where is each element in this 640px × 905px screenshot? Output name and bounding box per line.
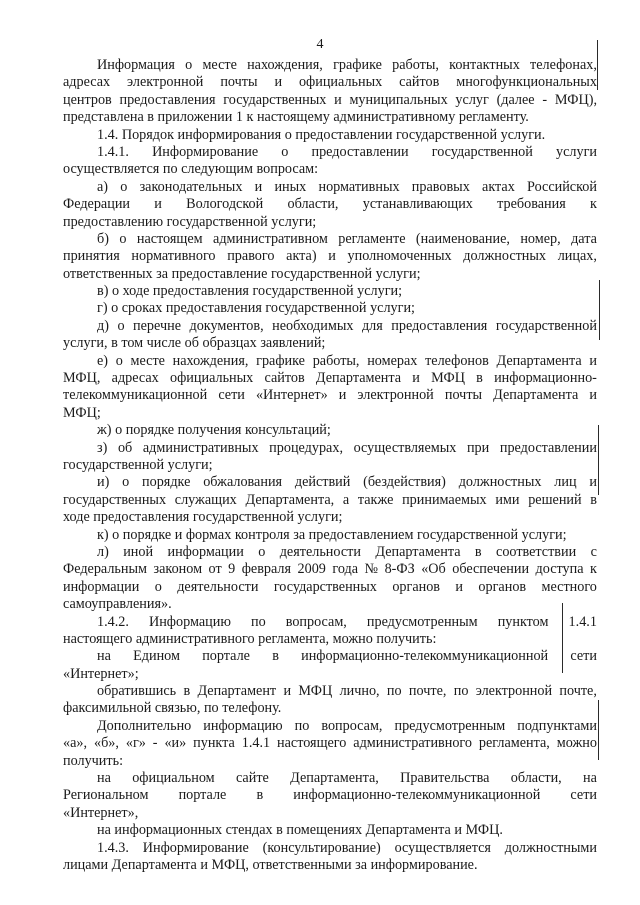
word: лиц (554, 474, 577, 491)
word: графике (333, 57, 382, 73)
word: для (361, 317, 383, 334)
word: многофункциональных (456, 74, 597, 91)
word: февраля (241, 561, 292, 578)
word: Едином (133, 648, 180, 665)
word: нормативных (318, 178, 400, 195)
word: при (466, 439, 490, 456)
word: официальном (132, 770, 215, 787)
text-line (63, 248, 597, 265)
word: адресах (111, 370, 159, 387)
text-line (63, 335, 597, 352)
word: ходе предоставления государственной услуги; (63, 509, 343, 526)
word: л) (97, 543, 109, 560)
word: осуществляемых (353, 439, 457, 456)
word: почты (220, 74, 258, 91)
scan-margin-line (598, 425, 599, 495)
text-line (63, 666, 597, 683)
word: Департамент (197, 683, 277, 700)
word: портале (202, 648, 250, 665)
word: в (272, 648, 279, 665)
text-line (63, 700, 597, 717)
word: на информационных стендах в помещениях Департамента и МФЦ. (97, 822, 503, 839)
word: и (154, 196, 162, 213)
word: Федерации (63, 196, 131, 213)
word: о (115, 352, 123, 369)
word: с (590, 543, 597, 560)
word: лицами Департамента и МФЦ, ответственными за информирование. (63, 856, 478, 873)
word: к (590, 561, 597, 578)
text-line (63, 718, 597, 735)
word: телефонов (425, 352, 489, 369)
word: должностных (458, 474, 542, 491)
word: 1.4.3. (97, 839, 129, 856)
word: на (97, 648, 111, 665)
word: (наименование, (415, 230, 510, 247)
word: по (386, 683, 402, 700)
page-number: 4 (316, 37, 324, 52)
text-line (63, 214, 597, 231)
word: 9 (228, 561, 236, 578)
word: и (589, 352, 597, 369)
text-line (63, 74, 597, 91)
word: регламента, (478, 735, 550, 752)
word: предоставления (391, 317, 488, 334)
word: 1.4.1 (568, 613, 597, 630)
word: представлена в приложении 1 к настоящему административному регламенту. (63, 109, 529, 126)
word: действий (294, 474, 351, 491)
text-line (63, 109, 597, 126)
word: Департамента, (290, 770, 379, 787)
word: предусмотренным (366, 613, 478, 630)
text-line (63, 753, 597, 770)
text-line (63, 648, 597, 665)
word: подпунктами (517, 717, 597, 734)
word: и (589, 474, 597, 491)
word: почты (444, 387, 483, 404)
word: и (589, 387, 597, 404)
word: и (274, 74, 283, 91)
word: почте, (559, 683, 597, 700)
word: по (250, 613, 266, 630)
word: МФЦ; (63, 404, 101, 421)
word: настоящего (277, 735, 347, 752)
word: и (455, 578, 464, 595)
word: обжалования (203, 474, 283, 491)
word: информацию (203, 717, 283, 734)
text-line (63, 266, 597, 283)
word: сайтов (399, 74, 440, 91)
word: Дополнительно (97, 717, 192, 734)
word: административном (213, 230, 328, 247)
word: требования (497, 196, 566, 213)
word: нахождения, (172, 352, 249, 369)
text-line (63, 822, 597, 839)
text-line (63, 840, 597, 857)
word: официальных (298, 74, 383, 91)
word: сети (218, 387, 245, 404)
word: дата (571, 230, 597, 247)
word: настоящем (136, 230, 203, 247)
text-line (63, 596, 597, 613)
word: (бездействия) (363, 474, 446, 491)
word: услуги, в том числе об образцах заявлений; (63, 335, 326, 352)
word: «б», (93, 735, 119, 752)
word: 1.4.1 (241, 735, 271, 752)
text-line (63, 161, 597, 178)
text-line (63, 457, 597, 474)
word: от (208, 561, 222, 578)
word: нахождения, (247, 57, 323, 73)
text-line (63, 370, 597, 387)
word: телекоммуникационной (63, 387, 208, 404)
word: портале (178, 787, 227, 804)
word: государственной (431, 143, 533, 160)
word: деятельности (279, 543, 361, 560)
word: в (474, 543, 482, 560)
word: 1.4.2. (97, 613, 129, 630)
word: Информация (97, 57, 175, 73)
word: о (281, 143, 289, 160)
word: акта) (286, 248, 317, 265)
text-line (63, 283, 597, 300)
word: д) (97, 317, 109, 334)
word: «Интернет», (63, 804, 139, 821)
word: в (476, 370, 483, 387)
word: официальных (170, 370, 254, 387)
word: ответственных за предоставление государственной услуги; (63, 265, 421, 282)
word: Правительства (400, 770, 490, 787)
word: услуг (455, 91, 489, 108)
scan-margin-line (599, 280, 600, 340)
word: сети (570, 648, 597, 665)
word: самоуправления». (63, 596, 172, 613)
word: и (334, 91, 342, 108)
word: деятельности (177, 578, 259, 595)
word: сети (570, 787, 597, 804)
text-line (63, 318, 597, 335)
word: о (258, 543, 266, 560)
text-line (63, 805, 597, 822)
word: государственных (273, 578, 377, 595)
word: адресах (63, 74, 111, 91)
text-line (63, 544, 597, 561)
word: иных (274, 178, 307, 195)
word: - (152, 735, 158, 752)
word: сайтов (264, 370, 305, 387)
word: об (117, 439, 133, 456)
word: 8-ФЗ (384, 561, 415, 578)
word: о (120, 178, 128, 195)
word: Вологодской (186, 196, 264, 213)
word: Российской (527, 178, 597, 195)
word: также (357, 491, 394, 508)
word: настоящего административного регламента, можно получить: (63, 630, 437, 647)
scan-margin-line (562, 603, 563, 673)
word: местного (541, 578, 597, 595)
word: 1.4. Порядок информирования о предоставлении государственной услуги. (97, 126, 546, 143)
word: центров (63, 91, 112, 108)
word: Информирование (152, 143, 259, 160)
text-line (63, 509, 597, 526)
word: пункта (193, 735, 235, 752)
word: муниципальных (349, 91, 448, 108)
word: сайте (235, 770, 269, 787)
word: МФЦ), (554, 91, 597, 108)
word: и (412, 370, 420, 387)
word: по (453, 683, 469, 700)
word: должностных (463, 248, 547, 265)
word: «Интернет»; (63, 665, 139, 682)
word: б) (97, 230, 109, 247)
text-line (63, 179, 597, 196)
word: з) (97, 439, 108, 456)
text-line (63, 196, 597, 213)
word: иной (123, 543, 154, 560)
scan-margin-line (598, 700, 599, 760)
word: документов, (189, 317, 264, 334)
text-line (63, 735, 597, 752)
word: работы, (392, 57, 439, 73)
word: предусмотренным (394, 717, 506, 734)
word: административных (142, 439, 259, 456)
text-line (63, 787, 597, 804)
word: информации (167, 543, 244, 560)
text-line (63, 770, 597, 787)
text-line (63, 144, 597, 161)
word: законодательных (139, 178, 243, 195)
word: в) о ходе предоставления государственной услуги; (97, 283, 403, 300)
word: «а», (63, 735, 88, 752)
text-line (63, 474, 597, 491)
word: информационно- (494, 370, 597, 387)
text-line (63, 231, 597, 248)
word: предоставлении (311, 143, 409, 160)
word: года (332, 561, 359, 578)
word: ж) о порядке получения консультаций; (97, 422, 331, 439)
word: лично, (339, 683, 380, 700)
word: на (97, 770, 111, 787)
word: органов (478, 578, 527, 595)
word: актах (482, 178, 515, 195)
word: административного (353, 735, 472, 752)
word: в (256, 787, 264, 804)
text-line (63, 92, 597, 109)
word: Департамента (315, 370, 402, 387)
text-line (63, 422, 597, 439)
word: месте (202, 57, 237, 73)
word: информационно-телекоммуникационной (293, 787, 541, 804)
word: осуществляется по следующим вопросам: (63, 161, 319, 178)
word: номерах (367, 352, 418, 369)
word: МФЦ, (63, 370, 101, 387)
word: (далее (496, 91, 535, 108)
word: (консультирование) (262, 839, 381, 856)
word: - (542, 91, 548, 108)
word: Федеральным (63, 561, 148, 578)
word: услуги (556, 143, 597, 160)
document-body (63, 57, 597, 874)
word: и (254, 178, 263, 195)
word: государственных (63, 491, 167, 508)
word: и (338, 387, 347, 404)
word: устанавливающих (362, 196, 473, 213)
word: электронной (475, 683, 553, 700)
text-line (63, 857, 597, 874)
word: электронной (357, 387, 434, 404)
word: контактных (449, 57, 520, 73)
word: факсимильной связью, по телефону. (63, 700, 282, 717)
text-line (63, 614, 597, 631)
word: нормативного (131, 248, 216, 265)
text-line (63, 631, 597, 648)
word: должностными (504, 839, 597, 856)
word: необходимых (272, 317, 354, 334)
text-line (63, 492, 597, 509)
word: области, (287, 196, 339, 213)
word: уполномоченных (347, 248, 452, 265)
word: телефонах, (530, 57, 597, 73)
word: е) (97, 352, 109, 369)
text-line (63, 387, 597, 404)
word: в (183, 683, 191, 700)
word: государственных (223, 91, 327, 108)
text-line (63, 440, 597, 457)
word: МФЦ (298, 683, 333, 700)
text-line (63, 683, 597, 700)
word: на (583, 770, 597, 787)
word: номер, (520, 230, 561, 247)
word: «и» (164, 735, 187, 752)
word: Департамента (493, 387, 579, 404)
word: Региональном (63, 787, 149, 804)
word: процедурах, (269, 439, 343, 456)
word: лицах, (557, 248, 597, 265)
word: правого (227, 248, 275, 265)
word: а) (97, 178, 109, 195)
word: правовых (411, 178, 470, 195)
word: государственной услуги; (63, 456, 213, 473)
word: 2009 (297, 561, 326, 578)
text-line (63, 579, 597, 596)
text-line (63, 300, 597, 317)
word: работы, (312, 352, 360, 369)
word: можно (556, 735, 597, 752)
word: государственной (495, 317, 597, 334)
word: получить: (63, 752, 124, 769)
word: к) о порядке и формах контроля за предоставлением государственной услуги; (97, 526, 567, 543)
word: и (283, 683, 292, 700)
word: соответствии (496, 543, 577, 560)
text-line (63, 353, 597, 370)
word: регламенте (338, 230, 406, 247)
word: вопросам, (285, 613, 347, 630)
word: предоставлению государственной услуги; (63, 213, 317, 230)
word: органов (392, 578, 441, 595)
word: вопросам, (321, 717, 383, 734)
word: к (590, 196, 597, 213)
word: порядке (142, 474, 191, 491)
word: о (122, 474, 130, 491)
word: г) о сроках предоставления государственной услуги; (97, 300, 415, 317)
word: Информацию (148, 613, 231, 630)
text-line (63, 405, 597, 422)
word: месте (130, 352, 165, 369)
word: «Об (421, 561, 446, 578)
word: Департамента (496, 352, 582, 369)
word: Департамента, (245, 491, 335, 508)
word: по (294, 717, 310, 734)
word: почте, (408, 683, 447, 700)
word: обратившись (97, 683, 177, 700)
word: Информирование (142, 839, 249, 856)
word: информационно-телекоммуникационной (301, 648, 549, 665)
scan-margin-line (597, 40, 598, 90)
word: о (119, 230, 127, 247)
word: ими (495, 491, 520, 508)
word: а (342, 491, 350, 508)
word: принимаемых (402, 491, 487, 508)
text-line (63, 57, 597, 74)
word: о (154, 578, 162, 595)
word: МФЦ (431, 370, 465, 387)
word: решений (528, 491, 582, 508)
word: электронной (127, 74, 204, 91)
word: «г» (125, 735, 146, 752)
text-line (63, 127, 597, 144)
word: о (117, 317, 125, 334)
word: и) (97, 474, 110, 491)
word: законом (153, 561, 203, 578)
word: осуществляется (394, 839, 491, 856)
word: графике (256, 352, 305, 369)
word: доступа (535, 561, 584, 578)
word: о (185, 57, 193, 73)
word: обеспечении (452, 561, 530, 578)
word: предоставлении (499, 439, 597, 456)
word: «Интернет» (255, 387, 328, 404)
word: предоставления (119, 91, 216, 108)
word: перечне (133, 317, 181, 334)
word: № (364, 561, 379, 578)
text-line (63, 527, 597, 544)
word: области, (510, 770, 562, 787)
word: в (590, 491, 597, 508)
word: служащих (174, 491, 237, 508)
word: пунктом (497, 613, 549, 630)
word: информации (63, 578, 140, 595)
text-line (63, 561, 597, 578)
word: принятия (63, 248, 120, 265)
word: и (328, 248, 336, 265)
word: Департамента (375, 543, 461, 560)
word: 1.4.1. (97, 143, 129, 160)
